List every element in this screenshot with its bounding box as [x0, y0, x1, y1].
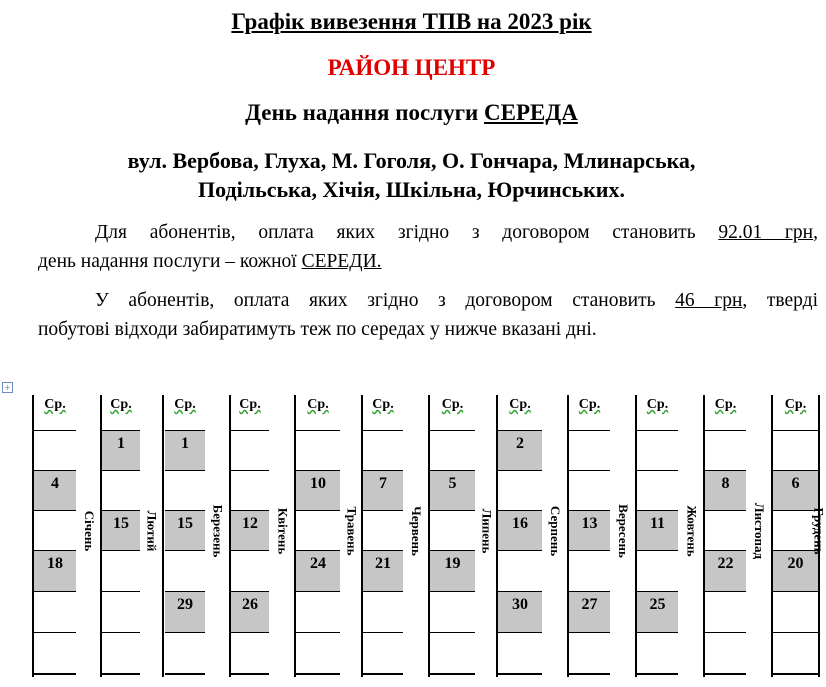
schedule-date-cell [34, 632, 76, 673]
paragraph-2-suffix: , тверді [742, 290, 818, 311]
price-full: 92.01 грн [718, 222, 814, 243]
streets-list [0, 146, 823, 204]
schedule-date: 24 [310, 555, 326, 572]
schedule-date-cell [296, 470, 340, 511]
schedule-date-cell [705, 632, 746, 673]
schedule-date-cell [102, 430, 140, 471]
weekday-header: Ср. [110, 397, 132, 412]
schedule-date: 1 [117, 435, 125, 452]
schedule-date-cell [363, 430, 403, 471]
schedule-date: 4 [51, 475, 59, 492]
schedule-date-cell [498, 470, 542, 511]
streets-line-2: Подільська, Хічія, Шкільна, Юрчинських. [198, 177, 625, 202]
schedule-date-cell [569, 470, 610, 511]
schedule-date-cell [569, 430, 610, 471]
month-label: Квітень [274, 507, 290, 555]
table-bottom-border [430, 673, 475, 675]
schedule-date-cell [231, 510, 269, 551]
schedule-date-cell [773, 470, 818, 511]
paragraph-half-price [38, 286, 818, 344]
schedule-date: 12 [242, 515, 258, 532]
district-name: РАЙОН ЦЕНТР [327, 55, 496, 80]
table-bottom-border [231, 673, 269, 675]
schedule-date-cell [569, 510, 610, 551]
schedule-date-cell [231, 591, 269, 632]
schedule-date-cell [102, 510, 140, 551]
month-label: Жовтень [684, 505, 700, 557]
weekday-header: Ср. [784, 397, 807, 412]
paragraph-2-line-1 [38, 286, 818, 315]
month-label: Липень [478, 508, 494, 554]
paragraph-1-prefix: Для абонентів, оплата яких згідно з договором становить [95, 222, 719, 243]
weekday-header: Ср. [307, 397, 329, 412]
weekday-header: Ср. [714, 397, 737, 412]
weekday-header: Ср. [44, 397, 66, 412]
table-move-handle-icon[interactable]: + [2, 382, 13, 393]
schedule-date: 22 [717, 555, 734, 572]
schedule-date: 10 [310, 475, 326, 492]
schedule-date-cell [231, 430, 269, 471]
schedule-date-cell [296, 510, 340, 551]
schedule-date: 1 [181, 435, 189, 452]
schedule-date: 27 [581, 596, 598, 613]
schedule-date-cell [102, 470, 140, 511]
price-half: 46 грн [675, 290, 743, 311]
schedule-date-cell [773, 430, 818, 471]
schedule-date-cell [363, 470, 403, 511]
table-bottom-border [705, 673, 746, 675]
schedule-date: 20 [787, 555, 804, 572]
page-title-text: Графік вивезення ТПВ на 2023 рік [231, 9, 592, 34]
schedule-date-cell [165, 632, 205, 673]
schedule-date-cell [498, 591, 542, 632]
schedule-date-cell [296, 591, 340, 632]
table-bottom-border [773, 673, 818, 675]
paragraph-1-line-2-prefix: день надання послуги – кожної [38, 251, 302, 272]
schedule-date-cell [637, 632, 678, 673]
month-label: Грудень [811, 507, 826, 555]
schedule-date-cell [34, 470, 76, 511]
weekday-header: Ср. [174, 397, 196, 412]
table-column-divider [162, 395, 164, 677]
schedule-date-cell [498, 430, 542, 471]
paragraph-2-prefix: У абонентів, оплата яких згідно з договором становить [95, 290, 676, 311]
schedule-date-cell [231, 550, 269, 591]
table-bottom-border [637, 673, 678, 675]
schedule-date: 15 [177, 515, 193, 532]
schedule-date-cell [430, 430, 475, 471]
schedule-date-cell [705, 550, 746, 591]
schedule-date-cell [34, 430, 76, 471]
schedule-date-cell [102, 632, 140, 673]
schedule-date-cell [296, 430, 340, 471]
schedule-date-cell [430, 550, 475, 591]
schedule-date: 5 [448, 475, 457, 492]
service-day-value: СЕРЕДА [484, 100, 578, 125]
schedule-date-cell [165, 550, 205, 591]
schedule-date-cell [569, 591, 610, 632]
schedule-date-cell [102, 550, 140, 591]
month-label: Січень [81, 510, 97, 552]
schedule-date-cell [569, 550, 610, 591]
schedule-date: 13 [581, 515, 598, 532]
schedule-date-cell [165, 470, 205, 511]
schedule-date-cell [705, 510, 746, 551]
schedule-date-cell [430, 510, 475, 551]
schedule-date: 30 [512, 596, 528, 613]
weekday-header: Ср. [646, 397, 669, 412]
weekday-header: Ср. [578, 397, 601, 412]
month-label: Вересень [615, 504, 631, 558]
paragraph-full-price [38, 218, 818, 276]
table-bottom-border [165, 673, 205, 675]
table-bottom-border [102, 673, 140, 675]
schedule-date-cell [637, 430, 678, 471]
schedule-date-cell [231, 632, 269, 673]
schedule-date-cell [296, 632, 340, 673]
schedule-date-cell [430, 632, 475, 673]
schedule-date-cell [363, 550, 403, 591]
schedule-date-cell [165, 430, 205, 471]
schedule-date: 26 [242, 596, 258, 613]
schedule-table [0, 395, 826, 677]
schedule-date-cell [165, 591, 205, 632]
schedule-date-cell [231, 470, 269, 511]
schedule-date-cell [498, 632, 542, 673]
schedule-date-cell [34, 591, 76, 632]
schedule-date-cell [773, 550, 818, 591]
schedule-date-cell [705, 470, 746, 511]
schedule-date-cell [773, 632, 818, 673]
schedule-date-cell [363, 591, 403, 632]
schedule-date: 6 [791, 475, 800, 492]
table-bottom-border [363, 673, 403, 675]
schedule-date-cell [773, 591, 818, 632]
paragraph-1-line-2 [38, 247, 818, 276]
month-label: Серпень [548, 505, 564, 557]
schedule-date-cell [34, 510, 76, 551]
schedule-date-cell [165, 510, 205, 551]
schedule-date: 25 [649, 596, 666, 613]
paragraph-1-day: СЕРЕДИ. [301, 251, 382, 272]
month-label: Лютий [144, 510, 160, 552]
schedule-date-cell [637, 550, 678, 591]
schedule-date-cell [569, 632, 610, 673]
schedule-date-cell [498, 550, 542, 591]
schedule-date-cell [705, 430, 746, 471]
schedule-date: 8 [721, 475, 730, 492]
streets-line-1: вул. Вербова, Глуха, М. Гоголя, О. Гончара, Млинарська, [127, 148, 696, 173]
table-bottom-border [498, 673, 542, 675]
schedule-date: 18 [47, 555, 63, 572]
schedule-date-cell [363, 510, 403, 551]
weekday-header: Ср. [441, 397, 464, 412]
service-day-line [0, 100, 823, 126]
weekday-header: Ср. [372, 397, 394, 412]
table-bottom-border [296, 673, 340, 675]
month-label: Березень [210, 504, 226, 558]
paragraph-1-suffix: , [813, 222, 818, 243]
schedule-date-cell [430, 470, 475, 511]
schedule-date-cell [102, 591, 140, 632]
schedule-date-cell [363, 632, 403, 673]
paragraph-2-line-2: побутові відходи забиратимуть теж по середах у нижче вказані дні. [38, 319, 597, 340]
schedule-date-cell [498, 510, 542, 551]
page-title [0, 9, 823, 35]
schedule-date: 29 [177, 596, 193, 613]
month-label: Листопад [752, 502, 768, 560]
schedule-date: 11 [649, 515, 666, 532]
month-label: Червень [408, 506, 424, 556]
table-bottom-border [34, 673, 76, 675]
schedule-date: 19 [444, 555, 461, 572]
month-label: Травень [344, 506, 360, 556]
schedule-date: 7 [379, 475, 387, 492]
weekday-header: Ср. [509, 397, 531, 412]
paragraph-1-line-1 [38, 218, 818, 247]
weekday-header: Ср. [239, 397, 261, 412]
schedule-date-cell [430, 591, 475, 632]
schedule-date-cell [34, 550, 76, 591]
schedule-date-cell [637, 510, 678, 551]
table-bottom-border [569, 673, 610, 675]
schedule-date-cell [637, 591, 678, 632]
schedule-date: 15 [113, 515, 129, 532]
schedule-date: 16 [512, 515, 528, 532]
schedule-date: 21 [375, 555, 391, 572]
schedule-date-cell [296, 550, 340, 591]
schedule-date-cell [705, 591, 746, 632]
service-day-prefix: День надання послуги [245, 100, 485, 125]
schedule-date-cell [637, 470, 678, 511]
schedule-date: 2 [516, 435, 524, 452]
